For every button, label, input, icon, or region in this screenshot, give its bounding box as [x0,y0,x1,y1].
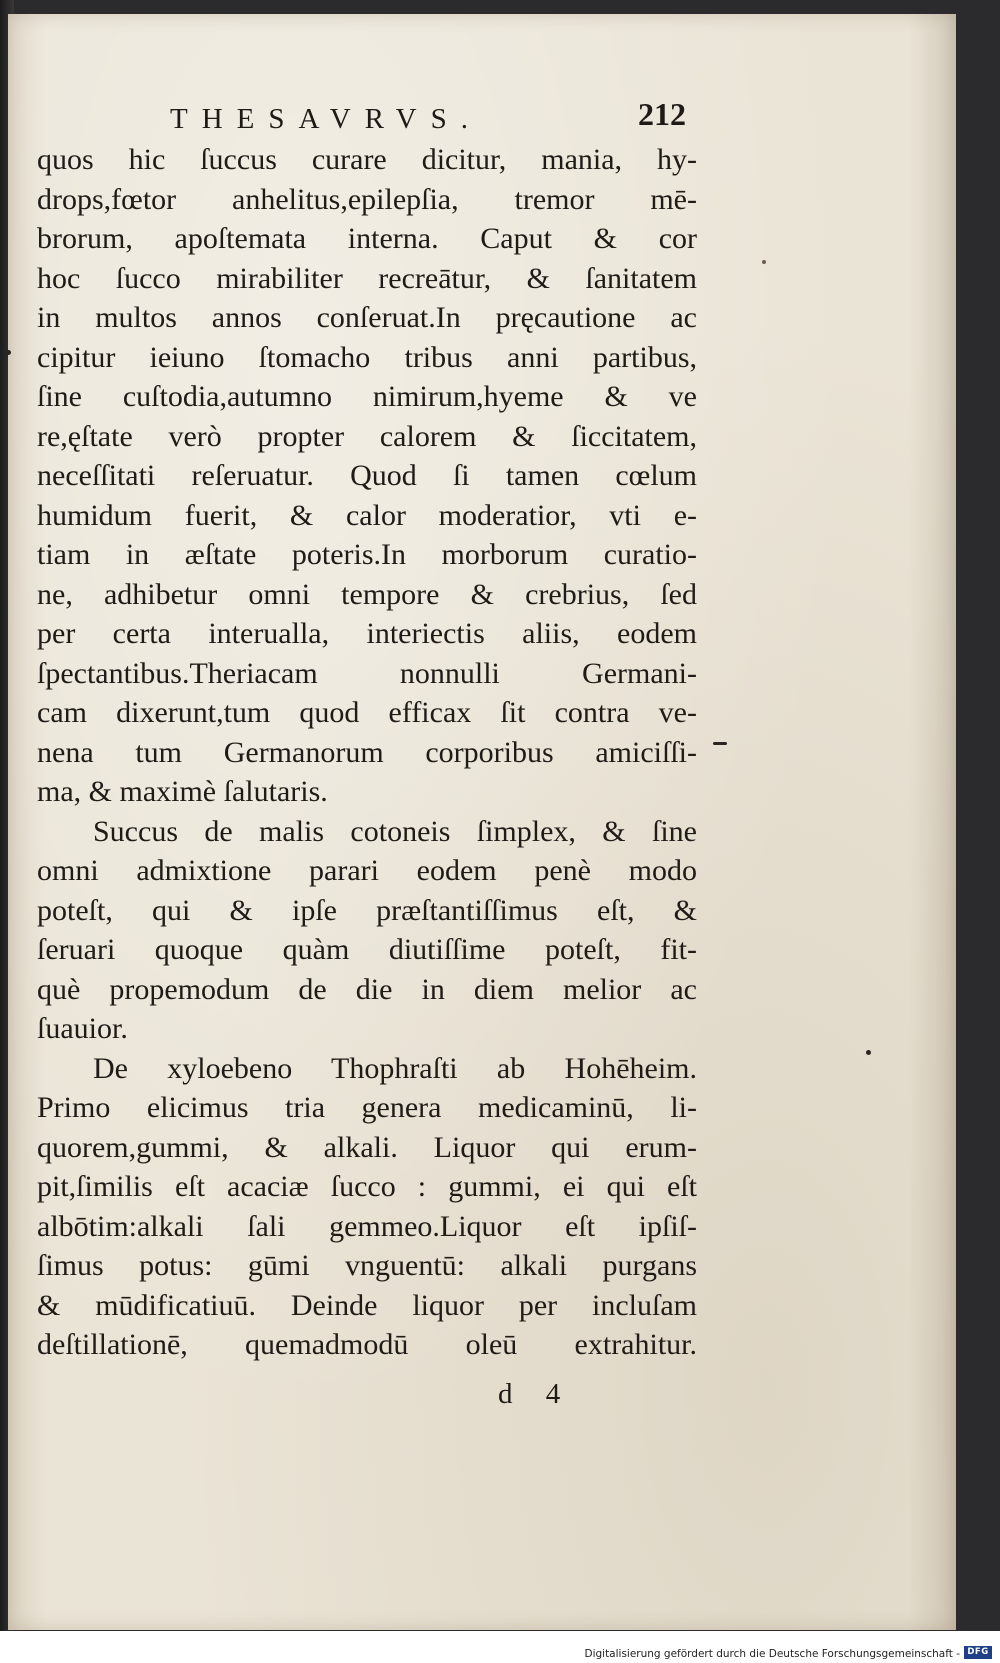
text-line: ma, & maximè ſalutaris. [37,775,328,808]
text-line: quorem,gummi, & alkali. Liquor qui erum- [37,1130,697,1164]
text-line: omni admixtione parari eodem penè modo [37,854,697,887]
text-line: ſimus potus: gūmi vnguentū: alkali purgans [37,1249,697,1282]
text-line: cipitur ieiuno ſtomacho tribus anni partibus, [37,340,697,374]
text-line: neceſſitati reſeruatur. Quod ſi tamen cœlum [37,459,697,492]
text-line: per certa interualla, interiectis aliis, eodem [37,617,697,650]
page-number: 212 [638,96,686,132]
ink-speck [6,350,11,355]
text-line: quos hic ſuccus curare dicitur, mania, hy- [37,143,697,176]
text-line: Succus de malis cotoneis ſimplex, & ſine [93,814,697,848]
running-head: THESAVRVS. [170,103,482,135]
text-line: ſine cuſtodia,autumno nimirum,hyeme & ve [37,380,697,413]
text-line: De xyloebeno Thophraſti ab Hohēheim. [93,1051,697,1085]
dfg-logo[interactable]: DFG [964,1646,992,1659]
text-line: albōtim:alkali ſali gemmeo.Liquor eſt ipſiſ- [37,1209,697,1243]
ink-speck [866,1050,871,1055]
text-line: pit,ſimilis eſt acaciæ ſucco : gummi, ei qui eſt [37,1170,697,1203]
text-line: & mūdificatiuū. Deinde liquor per incluſam [37,1288,697,1322]
text-line: deſtillationē, quemadmodū oleū extrahitur. [37,1328,697,1361]
text-line: ſpectantibus.Theriacam nonnulli Germani- [37,656,697,690]
text-line: drops,fœtor anhelitus,epilepſia, tremor mē- [37,182,697,216]
text-line: in multos annos conſeruat.In pręcautione ac [37,301,697,334]
text-line: nena tum Germanorum corporibus amiciſſi- [37,735,697,769]
text-line: ne, adhibetur omni tempore & crebrius, ſed [37,577,697,611]
signature-mark: d 4 [498,1378,561,1410]
text-line: què propemodum de die in diem melior ac [37,972,697,1006]
text-line: ſuauior. [37,1012,128,1045]
body-text [37,140,697,1365]
text-line: tiam in æſtate poteris.In morborum curatio- [37,538,697,571]
funding-credit: Digitalisierung gefördert durch die Deutsche Forschungsgemeinschaft - [584,1648,960,1660]
text-line: humidum fuerit, & calor moderatior, vti e- [37,498,697,532]
ink-speck [713,742,727,745]
text-line: poteſt, qui & ipſe præſtantiſſimus eſt, & [37,893,697,927]
text-line: cam dixerunt,tum quod efficax ſit contra ve- [37,696,697,729]
text-line: brorum, apoſtemata interna. Caput & cor [37,222,697,255]
text-line: Primo elicimus tria genera medicaminū, li- [37,1091,697,1124]
text-line: ſeruari quoque quàm diutiſſime poteſt, fit- [37,933,697,966]
text-line: re,ęſtate verò propter calorem & ſiccitatem, [37,419,697,453]
ink-speck [762,260,766,264]
text-line: hoc ſucco mirabiliter recreātur, & ſanitatem [37,261,697,295]
